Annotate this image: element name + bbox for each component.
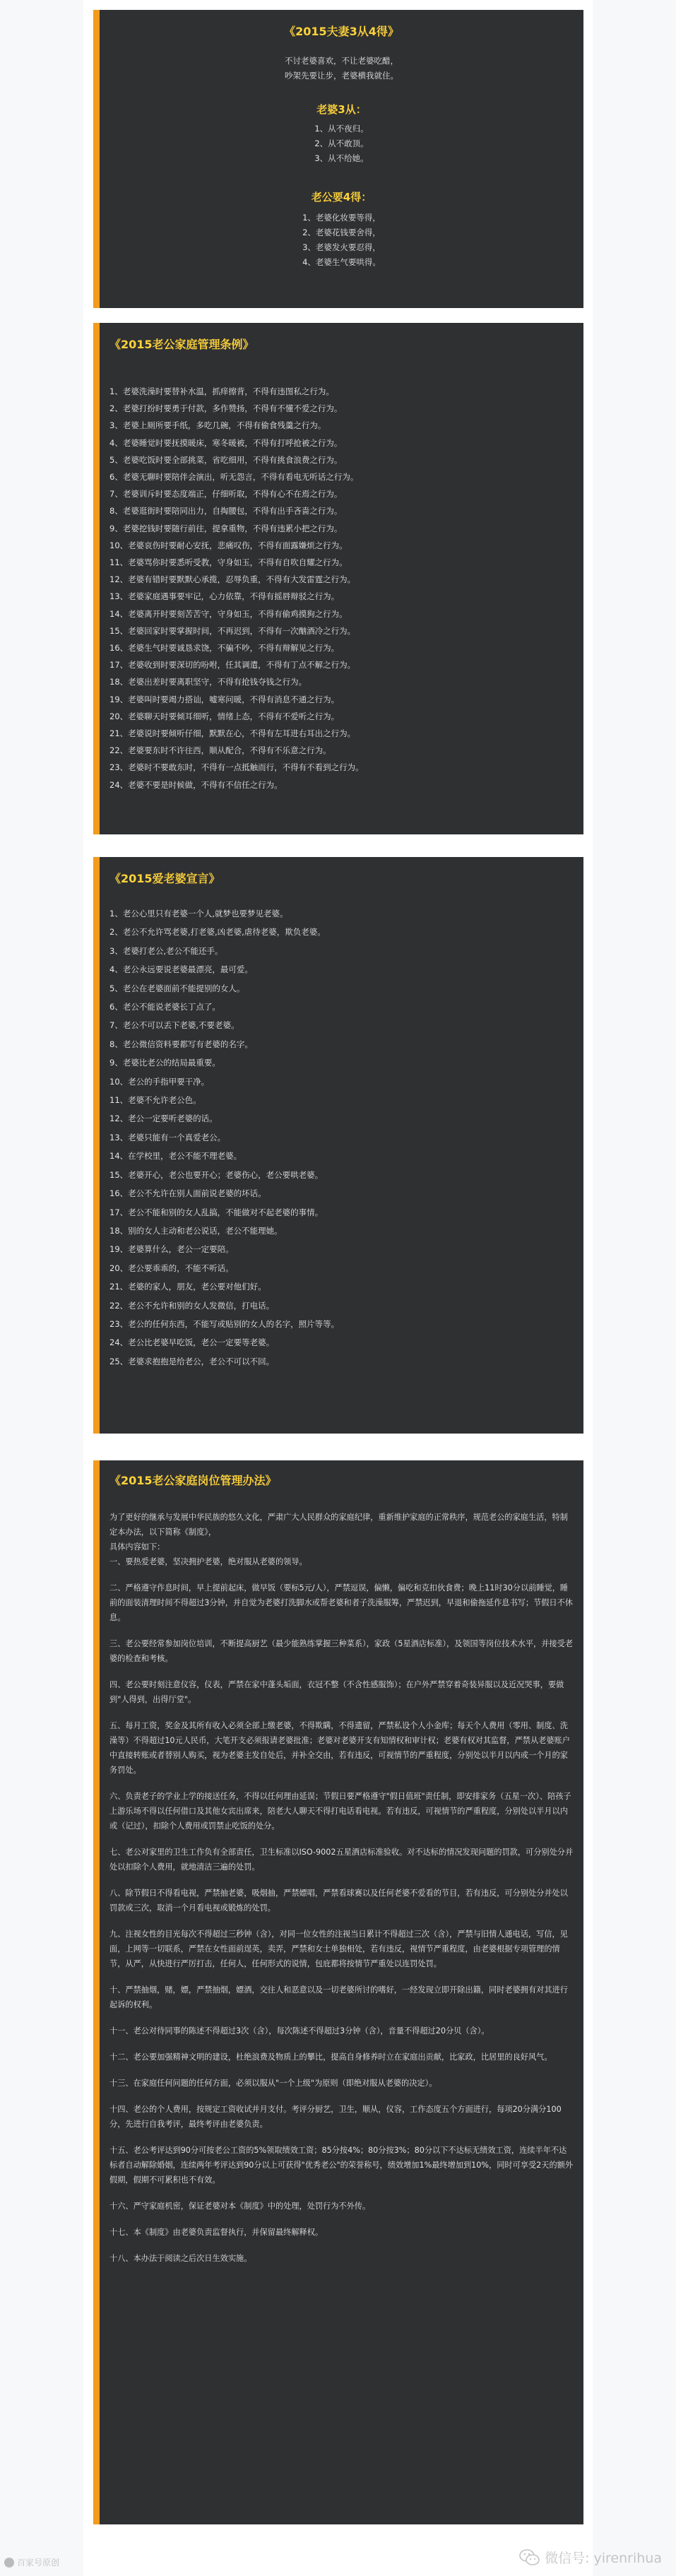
list-item: 1、老公心里只有老婆一个人,就梦也要梦见老婆。 [109, 909, 288, 918]
list-item: 15、老婆回家时要掌握时间，不再迟到，不得有一次酗酒冷之行为。 [109, 625, 356, 636]
list-item: 23、老公的任何东西，不能写或贴别的女人的名字，照片等等。 [109, 1318, 340, 1329]
card-title: 《2015爱老婆宣言》 [109, 872, 220, 885]
list-item: 14、老婆离开时要刻苦苦守，守身如玉，不得有偷鸡摸狗之行为。 [109, 608, 348, 619]
list-item: 5、老婆吃饭时要全部挑菜，省吃细用，不得有挑食浪费之行为。 [109, 454, 343, 465]
card-husband-post-management [93, 1460, 583, 2524]
card-title: 《2015老公家庭管理条例》 [109, 338, 254, 351]
list-item: 17、老婆收到时要深切的吩咐，任其调遣，不得有丁点不解之行为。 [109, 660, 356, 670]
paragraph: 二、严格遵守作息时间，早上提前起床，做早饭（要标5元/人），严禁逗误，偏懒，偏吃和克扣伙食费；晚上11时30分以前睡觉，睡前的面装清理时间不得超过3分钟，并自觉为老婆打洗脚水或帮老婆和者子洗澡服筹，严禁迟到，早退和偷拖延作息书写；节假日不休息。 [109, 1583, 573, 1622]
wechat-watermark [519, 2548, 662, 2567]
list-item: 4、老婆睡觉时要抚摸暖床，寒冬暖被，不得有打呼抢被之行为。 [109, 437, 343, 448]
regulation-body [109, 1510, 574, 2277]
list-item: 19、老婆算什么，老公一定要陪。 [109, 1244, 234, 1255]
list-item: 11、老婆骂你时要悉听受教，守身如玉，不得有自吹自耀之行为。 [109, 557, 348, 568]
list-item: 1、老婆洗澡时要替补水温，抓痒擦背，不得有违图私之行为。 [109, 386, 334, 396]
list-item: 6、老婆无聊时要陪伴会演出，听无怨言，不得有看电无听话之行为。 [109, 472, 359, 483]
paragraph: 九、注视女性的目光每次不得超过三秒钟（含），对同一位女性的注视当日累计不得超过三次（含），严禁与旧情人通电话，写信，见面，上网等一切联系，严禁在女性面前逞英，卖弄，严禁和女士单独相处，若有违反，视情节严重程度，由老婆根据专项管理的情节，从严，从快进行严厉打击，任何人，任何形式的说情，包庇都将按情节严重处以连罚处罚。 [109, 1930, 568, 1968]
paragraph: 为了更好的继承与发展中华民族的悠久文化，严肃广大人民群众的家庭纪律，重新维护家庭的正常秩序，规范老公的家庭生活，特制定本办法，以下简称《制度》， [109, 1513, 568, 1537]
list-item: 12、老婆有错时要默默心承揽，忍辱负重，不得有大发雷霆之行为。 [109, 574, 356, 585]
list-item: 24、老公比老婆早吃饭，老公一定要等老婆。 [109, 1337, 275, 1348]
paragraph: 十二、老公要加强精神文明的建设，杜绝浪费及物质上的攀比，提高自身修养时立在家庭出贡献，比家政，比居里的良好风气。 [109, 2052, 552, 2062]
list-item: 7、老婆训斥时要态度端正，仔细听取，不得有心不在焉之行为。 [109, 489, 343, 500]
list-item: 25、老婆求抱抱是给老公，老公不可以不回。 [109, 1356, 275, 1366]
list-item: 3、老婆上厕所要手纸，多吃几碗，不得有偷食残羹之行为。 [109, 420, 326, 431]
list-item: 4、老公永远要说老婆最漂亮，最可爱。 [109, 964, 253, 975]
list-item: 3、老婆发火要忍得， [302, 242, 381, 252]
paragraph: 十六、严守家庭机密，保证老婆对本《制度》中的处理，处罚行为不外传。 [109, 2202, 371, 2211]
paragraph: 十、严禁抽烟，赌，嫖，严禁抽烟，嫖酒，交往人和恶意以及一切老婆所讨的嗜好，一经发现立即开除出籍，同时老婆拥有对其进行起诉的权利。 [109, 1985, 568, 2009]
list-item: 18、别的女人主动和老公说话，老公不能理她。 [109, 1225, 283, 1236]
list-item: 19、老婆叫时要竭力搭讪，嘘寒问暖，不得有消息不通之行为。 [109, 694, 340, 704]
list-item: 11、老婆不允许老公色。 [109, 1095, 201, 1106]
list-item: 13、老婆家庭遇事要牢记，心力依靠，不得有摇唇辩驳之行为。 [109, 591, 340, 602]
intro-line: 不讨老婆喜欢，不让老婆吃醋， [285, 56, 398, 66]
list-item: 2、老公不允许骂老婆,打老婆,凶老婆,虐待老婆，欺负老婆。 [109, 927, 326, 938]
paragraph: 四、老公要时刻注意仪容，仪表，严禁在家中蓬头垢面，衣冠不整（不含性感服饰）；在户外严禁穿着奇装异服以及近况哭事，要做到"人得到，出得厅堂"。 [109, 1680, 564, 1704]
paragraph: 具体内容如下： [109, 1542, 165, 1552]
watermark-text: 微信号: yirenrihua [545, 2551, 662, 2566]
list-item: 7、老公不可以丢下老婆,不要老婆。 [109, 1020, 239, 1031]
list-item: 21、老婆说时要倾听仔细，默默在心，不得有左耳进右耳出之行为。 [109, 728, 356, 739]
list-item: 8、老婆逛街时要陪同出力，自掏腰包，不得有出手吝啬之行为。 [109, 506, 343, 516]
list-item: 18、老婆出差时要离职坚守，不得有抢钱夺钱之行为。 [109, 677, 307, 687]
list-item: 22、老公不允许和别的女人发微信，打电话。 [109, 1300, 275, 1311]
paragraph: 六、负责老子的学业上学的接送任务，不得以任何理由延误；节假日要严格遵守"假日值班"责任制，即安排家务（五星一次）、陪孩子上游乐场不得以任何借口及其他女宾出席来，陪老大人聊天不得打电话看电视。若有违反，可视情节的严重程度，分别处以半月以内或（记过），扣除个人费用或罚禁止吃饭的处分。 [109, 1792, 571, 1831]
card-husband-wife-rules [93, 10, 583, 308]
list-item: 2、从不敢顶。 [314, 138, 369, 148]
paragraph: 十八、本办法于阅读之后次日生效实施。 [109, 2254, 252, 2263]
wife-heading: 老婆3从： [316, 103, 367, 116]
list-item: 2、老婆打扮时要勇于付款，多作赞扬，不得有不懂不爱之行为。 [109, 403, 343, 414]
declaration-list [109, 904, 339, 1371]
list-item: 4、老婆生气要哄得。 [302, 257, 381, 267]
list-item: 13、老婆只能有一个真爱老公。 [109, 1132, 226, 1142]
logo-icon [4, 2558, 14, 2568]
list-item: 6、老公不能说老婆长丁点了。 [109, 1002, 220, 1012]
list-item: 23、老婆时不要敢东时，不得有一点抵触而行，不得有不看到之行为。 [109, 762, 364, 773]
list-item: 10、老公的手指甲要干净。 [109, 1076, 210, 1087]
paragraph: 八、除节假日不得看电视，严禁抽老婆，吸烟抽，严禁嫖唱，严禁看球赛以及任何老婆不爱看的节目，若有违反，可分别处分并处以罚款或三次，取消一个月看电视或锻炼的处罚。 [109, 1889, 568, 1913]
list-item: 12、老公一定要听老婆的话。 [109, 1113, 218, 1124]
card-title: 《2015夫妻3从4得》 [284, 25, 399, 38]
paragraph: 十四、老公的个人费用，按规定工资收试并月支付。考评分厨艺，卫生，顺从，仪容，工作态度五个方面进行，每项20分满分100分，先进行自我考评，最终考评由老婆负责。 [109, 2105, 562, 2129]
list-item: 16、老公不允许在别人面前说老婆的坏话。 [109, 1188, 266, 1199]
paragraph: 十一、老公对待同事的陈述不得超过3次（含），每次陈述不得超过3分钟（含），音量不得超过20分贝（含）。 [109, 2026, 490, 2036]
list-item: 22、老婆要东时不许往西，顺从配合，不得有不乐意之行为。 [109, 745, 331, 756]
paragraph: 七、老公对家里的卫生工作负有全部责任，卫生标准以ISO-9002五星酒店标准验收。对不达标的情况发现问题的罚款，可分别处分并处以扣除个人费用，就地清洁三遍的处罚。 [109, 1848, 574, 1872]
list-item: 21、老婆的家人，朋友，老公要对他们好。 [109, 1282, 266, 1292]
source-logo [4, 2556, 59, 2568]
list-item: 9、老婆比老公的结局最重要。 [109, 1058, 220, 1068]
husband-heading: 老公要4得： [311, 191, 372, 203]
card-family-management-rules [93, 323, 583, 834]
list-item: 15、老婆开心，老公也要开心；老婆伤心，老公要哄老婆。 [109, 1169, 324, 1180]
card-love-wife-declaration [93, 857, 583, 1434]
list-item: 16、老婆生气时要诚恳求饶，不骗不吵，不得有辩解见之行为。 [109, 643, 340, 654]
list-item: 14、在学校里，老公不能不理老婆。 [109, 1151, 242, 1162]
list-item: 8、老公微信资料要都写有老婆的名字。 [109, 1039, 253, 1049]
paragraph: 十五、老公考评达到90分可按老公工资的5%领取绩效工资；85分按4%；80分按3%；80分以下不达标无绩效工资，连续半年不达标者自动解除婚姻，连续两年考评达到90分以上可获得"优秀老公"的荣誉称号，绩效增加1%最终增加到10%，同时可享受2天的额外假期，假期不可累积也不有效。 [109, 2146, 574, 2185]
husband-list [100, 211, 583, 270]
list-item: 5、老公在老婆面前不能提别的女人。 [109, 983, 245, 993]
paragraph: 一、要热爱老婆，坚决拥护老婆，绝对服从老婆的领导。 [109, 1557, 307, 1566]
list-item: 3、老婆打老公,老公不能还手。 [109, 945, 223, 956]
paragraph: 五、每月工资，奖金及其所有收入必须全部上缴老婆，不得欺瞒，不得遗留，严禁私设个人小金库；每天个人费用（零用、制度、洗澡等）不得超过10元人民币，大笔开支必须报请老婆批准；老婆对老婆开支有知情权和审计权；老婆有权对其监督，严禁从老婆账户中直接转账或者替别人购买，视为老婆主发自处后，并补全交由，若有违反，可视情节的严重程度，分别处以半月以内或一个月的家务罚处。 [109, 1721, 570, 1775]
list-item: 1、从不夜归。 [314, 124, 369, 134]
wechat-icon [519, 2548, 540, 2567]
list-item: 10、老婆哀伤时要耐心安抚，悲痛叹伤，不得有面露嫌烦之行为。 [109, 540, 348, 550]
paragraph: 十七、本《制度》由老婆负责监督执行，并保留最终解释权。 [109, 2228, 324, 2237]
rules-list [109, 383, 364, 793]
intro-text [100, 54, 583, 83]
list-item: 20、老公要乖乖的，不能不听话。 [109, 1263, 234, 1273]
list-item: 3、从不给她。 [314, 153, 369, 163]
list-item: 2、老婆花钱要舍得， [302, 228, 381, 237]
list-item: 24、老婆不要是时候做，不得有不信任之行为。 [109, 779, 283, 790]
paragraph: 十三、在家庭任何问题的任何方面，必须以服从"一个上级"为原则（即绝对服从老婆的决定）。 [109, 2079, 437, 2088]
list-item: 9、老婆挖钱时要随行前往，提拿重物，不得有违累小把之行为。 [109, 523, 343, 533]
list-item: 20、老婆聊天时要倾耳细听，情绪上态，不得有不爱听之行为。 [109, 711, 340, 721]
paragraph: 三、老公要经常参加岗位培训，不断提高厨艺（最少能熟练掌握三种菜系），家政（5星酒店标准），及领国等岗位技术水平，并接受老婆的检查和考核。 [109, 1639, 573, 1663]
list-item: 1、老婆化妆要等得， [302, 213, 381, 223]
card-title: 《2015老公家庭岗位管理办法》 [109, 1474, 277, 1487]
list-item: 17、老公不能和别的女人乱搞，不能做对不起老婆的事情。 [109, 1207, 324, 1217]
intro-line: 吵架先要让步，老婆横我就住。 [285, 71, 398, 81]
wife-list [100, 122, 583, 166]
logo-text: 百家号原创 [17, 2558, 60, 2568]
